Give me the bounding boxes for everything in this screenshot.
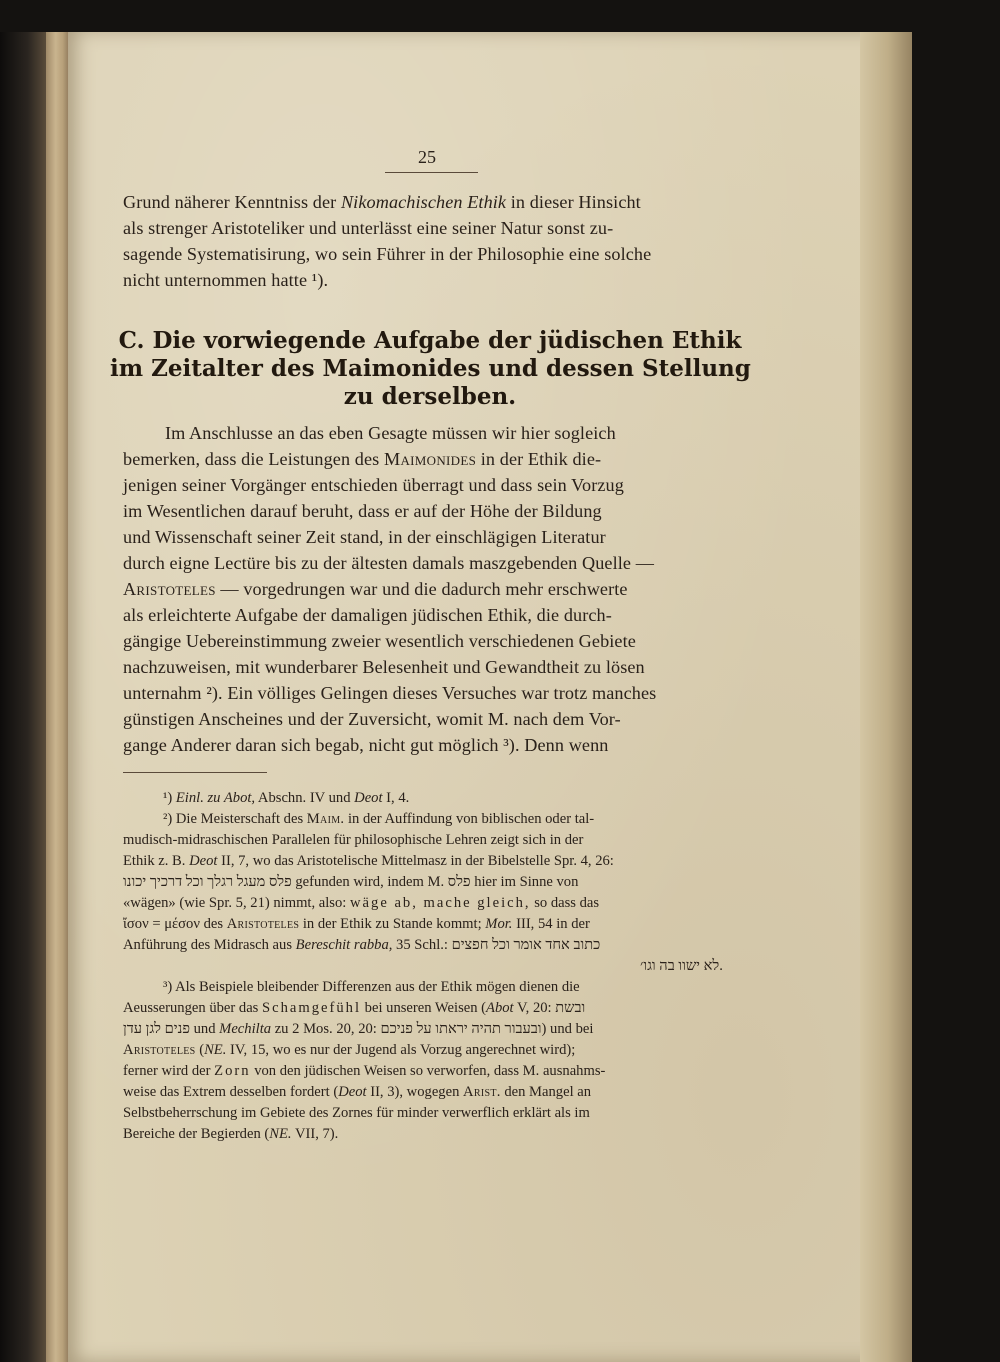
paragraph-line: gange Anderer daran sich begab, nicht gut möglich ³). Denn wenn <box>123 735 609 755</box>
section-heading-line: im Zeitalter des Maimonides und dessen Stellung <box>110 355 751 382</box>
body-line: sagende Systematisirung, wo sein Führer in der Philosophie eine solche <box>123 244 652 264</box>
paragraph-line: Im Anschlusse an das eben Gesagte müssen wir hier sogleich <box>165 423 616 443</box>
paragraph-line: gängige Uebereinstimmung zweier wesentlich verschiedenen Gebiete <box>123 631 636 651</box>
section-heading-line: zu derselben. <box>343 383 517 410</box>
paragraph-line: als erleichterte Aufgabe der damaligen jüdischen Ethik, die durch- <box>123 605 612 625</box>
right-page-edge <box>860 30 916 1362</box>
footnote-line: Aristoteles (NE. IV, 15, wo es nur der Jugend als Vorzug angerechnet wird); <box>123 1042 576 1058</box>
footnote-line: Selbstbeherrschung im Gebiete des Zornes für minder verwerflich erklärt als im <box>123 1105 590 1121</box>
footnote-line: Anführung des Midrasch aus Bereschit rabba, 35 Schl.: כתוב אחד אומר וכל חפצים <box>123 937 601 953</box>
footnote-rule <box>123 772 267 773</box>
footnote-line: ferner wird der Zorn von den jüdischen Weisen so verworfen, dass M. ausnahms- <box>123 1063 606 1079</box>
paragraph-line: nachzuweisen, mit wunderbarer Belesenheit und Gewandtheit zu lösen <box>123 657 645 677</box>
body-line: nicht unternommen hatte ¹). <box>123 270 329 290</box>
page-number-rule <box>385 172 478 173</box>
body-line: als strenger Aristoteliker und unterlässt eine seiner Natur sonst zu- <box>123 218 614 238</box>
page-number: 25 <box>418 147 436 167</box>
footnote-line: ¹) Einl. zu Abot, Abschn. IV und Deot I, 4. <box>163 790 410 806</box>
footnote-line: ἴσον = μέσον des Aristoteles in der Ethik zu Stande kommt; Mor. III, 54 in der <box>123 916 590 932</box>
paragraph-line: günstigen Anscheines und der Zuversicht, womit M. nach dem Vor- <box>123 709 621 729</box>
section-heading-line: C. Die vorwiegende Aufgabe der jüdischen Ethik <box>118 327 742 354</box>
footnote-line: פנים לגן עדן und Mechilta zu 2 Mos. 20, 20: (ובעבור תהיה יראתו על פניכם und bei <box>123 1021 594 1037</box>
footnote-line: Ethik z. B. Deot II, 7, wo das Aristotelische Mittelmasz in der Bibelstelle Spr. 4, 26: <box>123 853 614 869</box>
paragraph-line: im Wesentlichen darauf beruht, dass er auf der Höhe der Bildung <box>123 501 602 521</box>
paragraph-line: jenigen seiner Vorgänger entschieden überragt und dass sein Vorzug <box>123 475 624 495</box>
paragraph-line: Aristoteles — vorgedrungen war und die dadurch mehr erschwerte <box>123 579 628 599</box>
paragraph-line: bemerken, dass die Leistungen des Maimonides in der Ethik die- <box>123 449 602 469</box>
left-background <box>0 0 46 1362</box>
footnote-line: פלס מעגל רגלך וכל דרכיך יכונו gefunden wird, indem M. פלס hier im Sinne von <box>123 874 579 890</box>
paragraph-line: und Wissenschaft seiner Zeit stand, in der einschlägigen Literatur <box>123 527 606 547</box>
top-background <box>0 0 1000 32</box>
footnote-line: mudisch-midraschischen Parallelen für philosophische Lehren zeigt sich in der <box>123 832 584 848</box>
body-line: Grund näherer Kenntniss der Nikomachischen Ethik in dieser Hinsicht <box>123 192 641 212</box>
footnote-line: לא ישוו בה וגו׳. <box>640 958 723 974</box>
footnote-line: Bereiche der Begierden (NE. VII, 7). <box>123 1126 339 1142</box>
footnote-line: «wägen» (wie Spr. 5, 21) nimmt, also: wäge ab, mache gleich, so dass das <box>123 895 600 911</box>
left-page-edge <box>46 0 70 1362</box>
paragraph-line: durch eigne Lectüre bis zu der ältesten damals maszgebenden Quelle — <box>123 553 654 573</box>
footnote-line: ³) Als Beispiele bleibender Differenzen aus der Ethik mögen dienen die <box>163 979 580 995</box>
footnote-line: weise das Extrem desselben fordert (Deot II, 3), wogegen Arist. den Mangel an <box>123 1084 592 1100</box>
paragraph-line: unternahm ²). Ein völliges Gelingen dieses Versuches war trotz manches <box>123 683 657 703</box>
right-background <box>912 0 1000 1362</box>
footnote-line: Aeusserungen über das Schamgefühl bei unseren Weisen (Abot V, 20: ובשת <box>123 1000 586 1016</box>
footnote-line: ²) Die Meisterschaft des Maim. in der Auffindung von biblischen oder tal- <box>163 811 595 827</box>
